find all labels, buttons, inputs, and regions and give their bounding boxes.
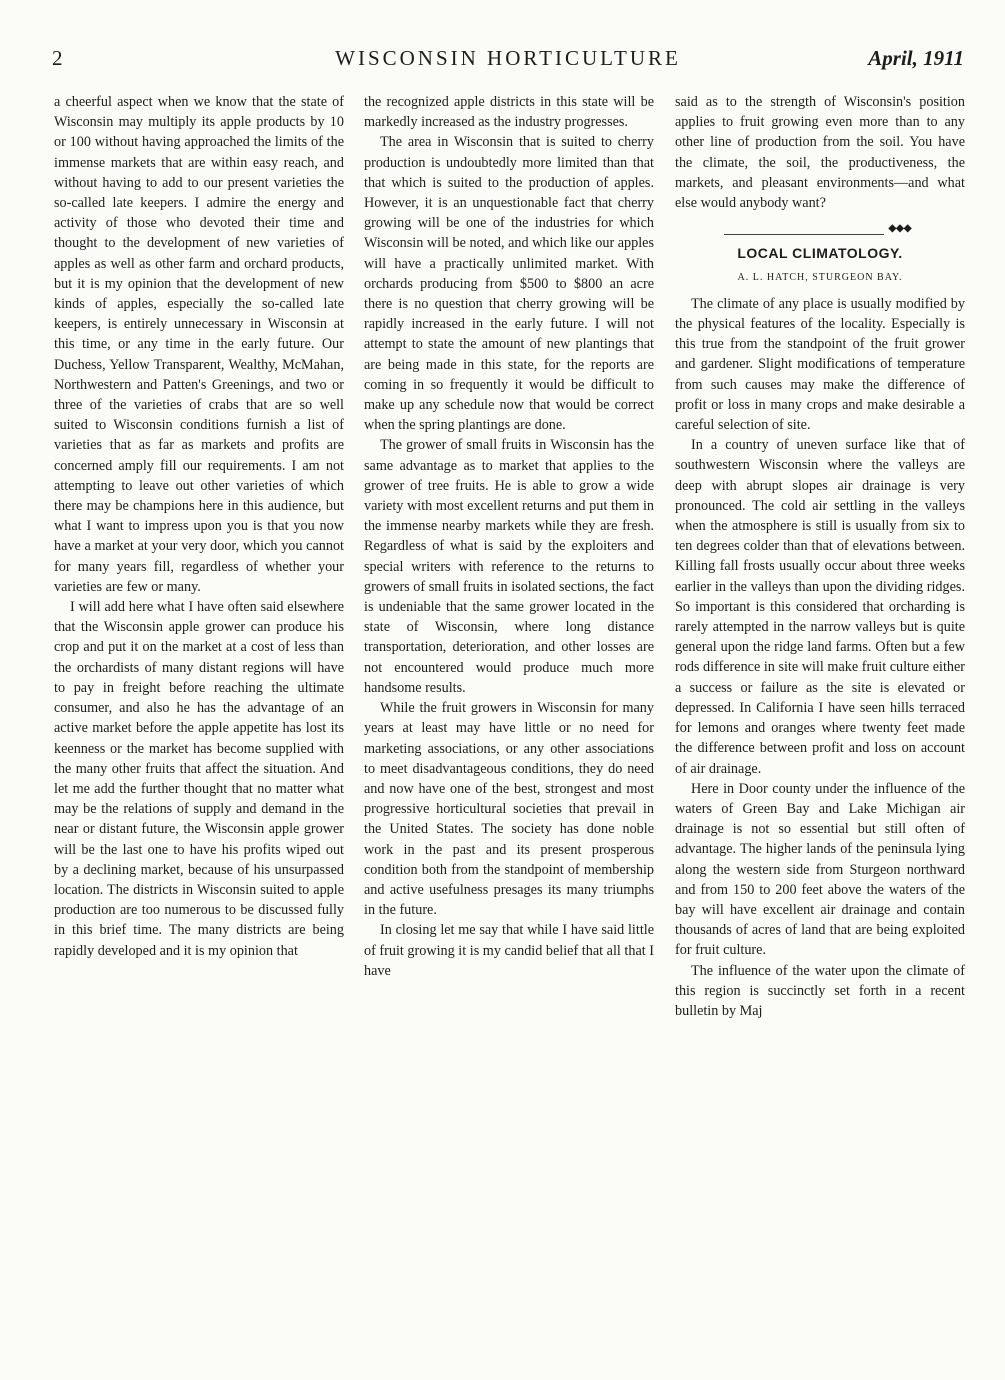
column-2-paragraph: The grower of small fruits in Wisconsin has the same advantage as to market that applies to the grower of tree fruits. He is able to grow a wide variety with most excellent returns and put them in the immense nearby markets while they are fresh. Regardless of what is said by the exploiters and special writers with reference to the returns to growers of small fruits in isolated sections, the fact is undeniable that the same grower located in the state of Wisconsin, where long distance transportation, deterioration, and other losses are not encountered would produce much more handsome results.: [364, 437, 654, 696]
column-1-paragraph: I will add here what I have often said elsewhere that the Wisconsin apple grower can produce his crop and put it on the market at a cost of less than the orchardists of many distant regions will have to pay in freight before reaching the ultimate consumer, and also he has the advantage of an active market before the apple appetite has lost its keenness or the market has become supplied with the many other fruits that affect the situation. And let me add the further thought that no matter what may be the relations of supply and demand in the near or distant future, the Wisconsin apple grower will be the last one to have his profits wiped out by a declining market, because of his unsurpassed location. The districts in Wisconsin suited to apple production are too numerous to be discussed fully in this brief time. The many districts are being rapidly developed and it is my opinion that: [54, 599, 344, 959]
column-2-paragraph: In closing let me say that while I have said little of fruit growing it is my candid belief that all that I have: [364, 922, 654, 979]
column-3-paragraph: In a country of uneven surface like that of southwestern Wisconsin where the valleys are deep with abrupt slopes air drainage is very pronounced. The cold air settling in the valleys when the atmosphere is still is usually from six to ten degrees colder than that of elevations between. Killing fall frosts usually occur about three weeks earlier in the valleys than upon the dividing ridges. So important is this considered that orcharding is rarely attempted in the narrow valleys but is quite general upon the ridge land farms. Often but a few rods difference in site will make fruit culture either a success or failure as the site is elevated or depressed. In California I have seen hills terraced for lemons and oranges where twenty feet made the difference between profit and loss on account of air drainage.: [675, 437, 965, 777]
article-title: LOCAL CLIMATOLOGY.: [737, 245, 903, 262]
section-divider-ornament: [675, 219, 965, 239]
page-header: [52, 46, 964, 74]
running-title: WISCONSIN HORTICULTURE: [335, 46, 681, 70]
issue-date: April, 1911: [868, 46, 964, 70]
column-3-paragraph: Here in Door county under the influence of the waters of Green Bay and Lake Michigan air drainage is not so essential but still often of advantage. The higher lands of the peninsula lying along the western side from Sturgeon northward and from 150 to 200 feet above the waters of the bay will have excellent air drainage and contain thousands of acres of land that are being exploited for fruit culture.: [675, 780, 965, 959]
column-2: [364, 92, 654, 981]
column-3-paragraph: The climate of any place is usually modified by the physical features of the locality. Especially is this true from the standpoint of the fruit grower and gardener. Slight modifications of temperature from such causes may make the difference of profit or loss in many crops and make desirable a careful selection of site.: [675, 295, 965, 434]
column-2-paragraph: the recognized apple districts in this state will be markedly increased as the industry progresses.: [364, 94, 654, 131]
column-1-paragraph: a cheerful aspect when we know that the state of Wisconsin may multiply its apple products by 10 or 100 without having approached the limits of the immense markets that are within easy reach, and without having to add to our present varieties the so-called late keepers. I admire the energy and activity of those who devoted their time and thought to the development of new varieties of apples as well as other farm and orchard products, but it is my opinion that the development of new kinds of apples, especially the so-called late keepers, is entirely unnecessary in Wisconsin at this time, or any time in the early future. Our Duchess, Yellow Transparent, Wealthy, McMahan, Northwestern and Patten's Greenings, and two or three of the varieties of crabs that are so well suited to Wisconsin conditions furnish a list of varieties that as far as markets and profits are concerned amply fill our requirements. I am not attempting to leave out other varieties of which there may be champions here in this audience, but what I want to impress upon you is that you now have a market at your very door, which you cannot for many years fill, regardless of whether your varieties are few or many.: [54, 94, 344, 595]
article-byline: A. L. HATCH, STURGEON BAY.: [737, 271, 903, 283]
column-2-paragraph: While the fruit growers in Wisconsin for many years at least may have little or no need for marketing associations, or any other associations to meet disadvantageous conditions, they do need and now have one of the best, strongest and most progressive horticultural societies that prevail in the United States. The society has done noble work in the past and its present prosperous condition both from the standpoint of membership and active usefulness presages its many triumphs in the future.: [364, 700, 654, 919]
column-3: [675, 92, 965, 1021]
column-3-paragraph: The influence of the water upon the climate of this region is succinctly set forth in a recent bulletin by Maj: [675, 962, 965, 1019]
column-3-lead-paragraph: said as to the strength of Wisconsin's position applies to fruit growing even more than to any other line of production from the soil. You have the climate, the soil, the productiveness, the markets, and pleasant environments—and what else would anybody want?: [675, 94, 965, 212]
diamond-ornament-icon: ◆◆◆: [884, 219, 915, 239]
page-number: 2: [52, 46, 63, 70]
column-2-paragraph: The area in Wisconsin that is suited to cherry production is undoubtedly more limited than that that which is suited to the production of apples. However, it is an unquestionable fact that cherry growing will be one of the industries for which Wisconsin will be noted, and which like our apples will have a practically unlimited market. With orchards producing from $500 to $800 an acre there is no question that cherry growing will be rapidly increased in the early future. I will not attempt to state the amount of new plantings that are being made in this state, for the reports are coming in so frequently it would be difficult to make up any schedule now that would be correct when the spring plantings are done.: [364, 134, 654, 434]
column-1: [54, 92, 344, 961]
